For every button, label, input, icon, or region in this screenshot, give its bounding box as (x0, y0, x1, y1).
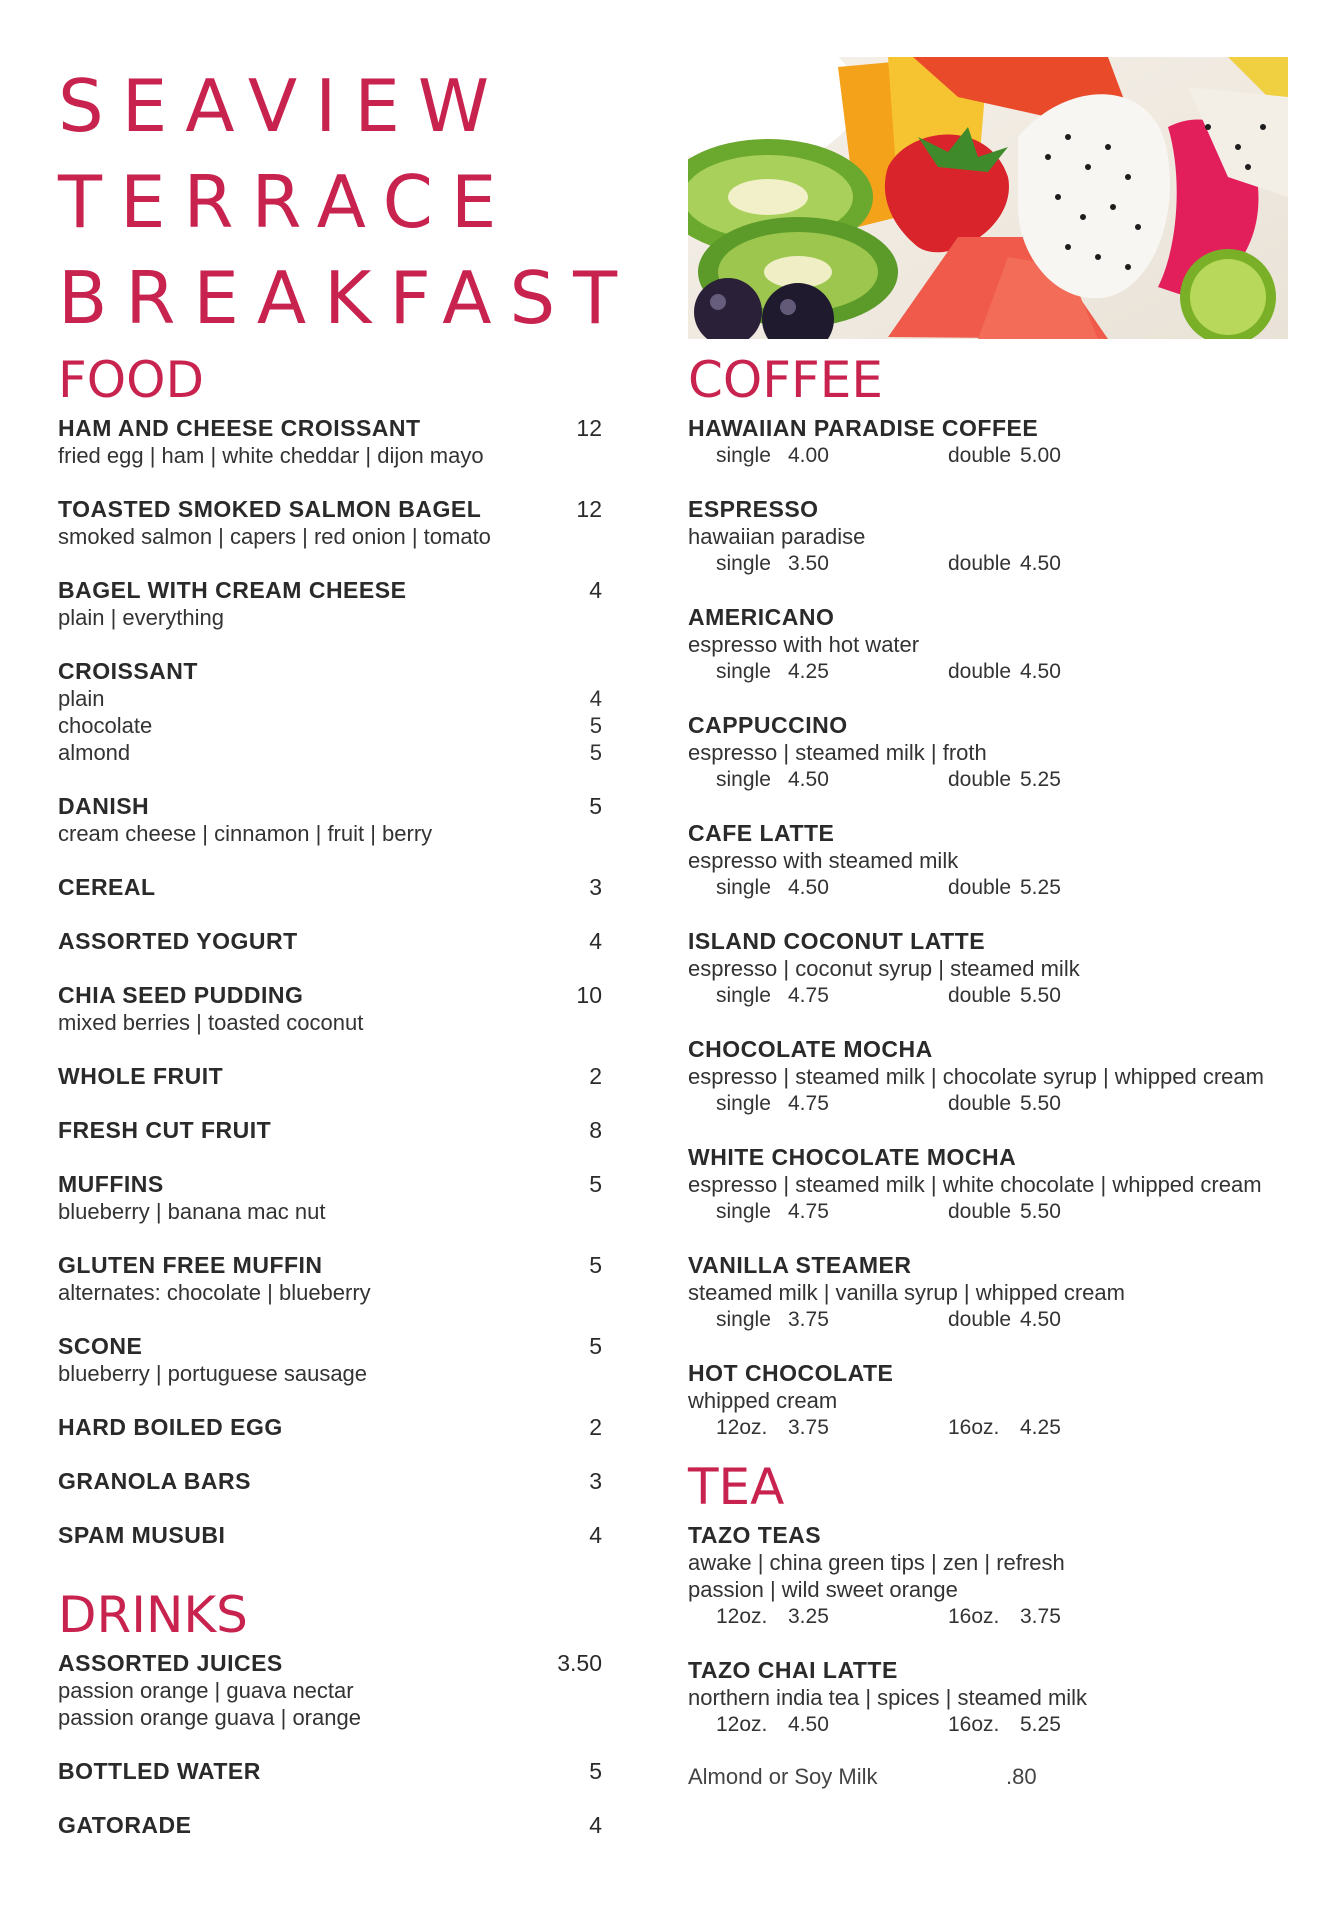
size-option (716, 442, 948, 469)
size-price: 4.75 (788, 1092, 829, 1115)
item-name: HAM AND CHEESE CROISSANT (58, 415, 421, 441)
milk-option-price: .80 (1006, 1764, 1037, 1789)
item-description: awake | china green tips | zen | refresh (688, 1550, 1065, 1575)
size-price: 3.75 (788, 1416, 829, 1439)
menu-item (688, 1143, 1308, 1225)
item-name: HAWAIIAN PARADISE COFFEE (688, 415, 1039, 441)
menu-item (58, 1413, 602, 1441)
item-description: fried egg | ham | white cheddar | dijon mayo (58, 443, 484, 468)
menu-item-row (58, 927, 602, 955)
size-prices (688, 1711, 1308, 1738)
menu-item (688, 711, 1308, 793)
item-description: smoked salmon | capers | red onion | tomato (58, 524, 491, 549)
menu-item (688, 495, 1308, 577)
size-label: double (948, 984, 1012, 1007)
size-prices (688, 874, 1308, 901)
size-price: 5.50 (1020, 1200, 1061, 1223)
item-description: espresso | steamed milk | chocolate syrup | whipped cream (688, 1064, 1264, 1089)
size-option (716, 766, 948, 793)
size-prices (688, 1414, 1308, 1441)
size-option (716, 1603, 948, 1630)
food-column (58, 350, 602, 1839)
size-label: double (948, 444, 1012, 467)
size-option (716, 1414, 948, 1441)
menu-item (58, 1757, 602, 1785)
size-price: 4.50 (788, 768, 829, 791)
size-label: 16oz. (948, 1713, 1000, 1736)
item-price: 8 (589, 1117, 602, 1143)
size-prices (688, 982, 1308, 1009)
item-description: plain | everything (58, 605, 224, 630)
item-name: TAZO CHAI LATTE (688, 1657, 898, 1683)
menu-item-row (58, 1170, 602, 1198)
size-price: 4.50 (1020, 552, 1061, 575)
item-name: SCONE (58, 1333, 143, 1359)
option-label: almond (58, 740, 131, 765)
section-heading: FOOD (58, 351, 204, 409)
size-option (948, 1603, 1180, 1630)
item-option (58, 739, 602, 766)
size-label: 16oz. (948, 1416, 1000, 1439)
menu-item-row (58, 1413, 602, 1441)
menu-item-row (58, 792, 602, 820)
size-price: 4.50 (1020, 660, 1061, 683)
size-prices (688, 658, 1308, 685)
item-name: ASSORTED YOGURT (58, 928, 298, 954)
menu-item (688, 414, 1308, 469)
size-label: double (948, 1092, 1012, 1115)
menu-item (688, 1656, 1308, 1738)
menu-title (58, 58, 635, 346)
size-price: 4.00 (788, 444, 829, 467)
menu-item (58, 576, 602, 631)
size-label: single (716, 768, 771, 791)
size-option (948, 550, 1180, 577)
size-option (948, 766, 1180, 793)
option-label: chocolate (58, 713, 153, 738)
size-prices (688, 1603, 1308, 1630)
item-name: MUFFINS (58, 1171, 164, 1197)
item-description: whipped cream (688, 1388, 838, 1413)
menu-item (688, 1035, 1308, 1117)
menu-item (58, 414, 602, 469)
menu-item-row (58, 1649, 602, 1677)
size-option (948, 1711, 1180, 1738)
item-name: HOT CHOCOLATE (688, 1360, 894, 1386)
size-option (948, 1090, 1180, 1117)
item-price: 5 (589, 1758, 602, 1784)
menu-item-row (58, 1757, 602, 1785)
menu-item (688, 603, 1308, 685)
item-description: alternates: chocolate | blueberry (58, 1280, 371, 1305)
menu-item (688, 927, 1308, 1009)
item-name: WHOLE FRUIT (58, 1063, 224, 1089)
title-line: SEAVIEW (58, 64, 508, 148)
menu-item (58, 1649, 602, 1731)
size-prices (688, 550, 1308, 577)
menu-item (58, 1811, 602, 1839)
size-label: double (948, 1308, 1012, 1331)
item-description: passion orange guava | orange (58, 1705, 361, 1730)
option-price: 5 (589, 713, 602, 738)
menu-item (688, 1359, 1308, 1441)
menu-item-row (58, 1521, 602, 1549)
menu-item (58, 657, 602, 766)
menu-item (58, 495, 602, 550)
item-price: 4 (589, 1522, 602, 1548)
item-description: passion orange | guava nectar (58, 1678, 354, 1703)
item-price: 10 (576, 982, 602, 1008)
size-option (948, 1306, 1180, 1333)
item-description: espresso with hot water (688, 632, 920, 657)
item-name: GRANOLA BARS (58, 1468, 251, 1494)
menu-item (688, 819, 1308, 901)
menu-item-row (58, 981, 602, 1009)
size-label: single (716, 444, 771, 467)
size-price: 5.25 (1020, 1713, 1061, 1736)
menu-item-row (58, 873, 602, 901)
size-price: 5.00 (1020, 444, 1061, 467)
size-option (948, 442, 1180, 469)
item-name: GATORADE (58, 1812, 192, 1838)
menu-item (688, 1251, 1308, 1333)
item-description: espresso with steamed milk (688, 848, 959, 873)
item-description: espresso | steamed milk | froth (688, 740, 987, 765)
menu-item-row (58, 1062, 602, 1090)
size-label: single (716, 984, 771, 1007)
size-price: 5.25 (1020, 876, 1061, 899)
size-option (716, 1198, 948, 1225)
size-option (716, 874, 948, 901)
item-name: CEREAL (58, 874, 156, 900)
item-name: WHITE CHOCOLATE MOCHA (688, 1144, 1017, 1170)
size-price: 4.75 (788, 1200, 829, 1223)
size-label: single (716, 552, 771, 575)
item-name: CROISSANT (58, 658, 198, 684)
size-price: 5.25 (1020, 768, 1061, 791)
item-price: 4 (589, 1812, 602, 1838)
item-price: 5 (589, 1252, 602, 1278)
item-price: 2 (589, 1063, 602, 1089)
milk-option (688, 1764, 1308, 1790)
size-option (948, 1414, 1180, 1441)
size-prices (688, 1306, 1308, 1333)
size-option (716, 1306, 948, 1333)
item-name: DANISH (58, 793, 150, 819)
item-description: espresso | steamed milk | white chocolate | whipped cream (688, 1172, 1262, 1197)
size-prices (688, 1090, 1308, 1117)
size-price: 4.25 (1020, 1416, 1061, 1439)
size-label: single (716, 876, 771, 899)
menu-item (58, 1467, 602, 1495)
menu-item (58, 1116, 602, 1144)
option-price: 4 (589, 686, 602, 711)
item-description: passion | wild sweet orange (688, 1577, 958, 1602)
size-label: single (716, 1092, 771, 1115)
size-label: double (948, 768, 1012, 791)
item-price: 3 (589, 1468, 602, 1494)
item-name: ASSORTED JUICES (58, 1650, 283, 1676)
item-description: cream cheese | cinnamon | fruit | berry (58, 821, 433, 846)
size-option (948, 658, 1180, 685)
size-label: single (716, 660, 771, 683)
menu-item (58, 927, 602, 955)
menu-item-row (58, 495, 602, 523)
title-line: BREAKFAST (58, 256, 636, 340)
item-name: CHOCOLATE MOCHA (688, 1036, 933, 1062)
size-prices (688, 442, 1308, 469)
item-description: mixed berries | toasted coconut (58, 1010, 364, 1035)
menu-item (58, 1251, 602, 1306)
item-name: BAGEL WITH CREAM CHEESE (58, 577, 407, 603)
item-name: VANILLA STEAMER (688, 1252, 912, 1278)
item-price: 5 (589, 1171, 602, 1197)
option-price: 5 (589, 740, 602, 765)
milk-option-label: Almond or Soy Milk (688, 1764, 878, 1789)
item-name: TAZO TEAS (688, 1522, 822, 1548)
size-option (948, 982, 1180, 1009)
item-option (58, 712, 602, 739)
item-description: blueberry | banana mac nut (58, 1199, 326, 1224)
item-name: SPAM MUSUBI (58, 1522, 226, 1548)
item-name: TOASTED SMOKED SALMON BAGEL (58, 496, 482, 522)
item-description: hawaiian paradise (688, 524, 866, 549)
size-label: 12oz. (716, 1416, 768, 1439)
size-price: 5.50 (1020, 984, 1061, 1007)
item-price: 3.50 (557, 1650, 602, 1676)
size-option (716, 982, 948, 1009)
size-option (948, 874, 1180, 901)
coffee-column (688, 350, 1308, 1790)
menu-item (58, 981, 602, 1036)
size-option (716, 1711, 948, 1738)
item-price: 5 (589, 1333, 602, 1359)
menu-item (58, 1521, 602, 1549)
size-label: double (948, 552, 1012, 575)
menu-item-row (58, 576, 602, 604)
option-label: plain (58, 686, 105, 711)
item-name: BOTTLED WATER (58, 1758, 261, 1784)
item-name: CAPPUCCINO (688, 712, 848, 738)
item-price: 3 (589, 874, 602, 900)
item-name: CAFE LATTE (688, 820, 835, 846)
item-name: AMERICANO (688, 604, 835, 630)
size-label: double (948, 660, 1012, 683)
size-option (716, 658, 948, 685)
item-description: northern india tea | spices | steamed milk (688, 1685, 1088, 1710)
menu-item-row (58, 1332, 602, 1360)
menu-item (58, 873, 602, 901)
item-price: 4 (589, 577, 602, 603)
size-label: single (716, 1308, 771, 1331)
size-price: 3.25 (788, 1605, 829, 1628)
item-name: ESPRESSO (688, 496, 819, 522)
size-price: 4.50 (788, 1713, 829, 1736)
size-label: double (948, 1200, 1012, 1223)
menu-item (58, 1062, 602, 1090)
item-description: espresso | coconut syrup | steamed milk (688, 956, 1080, 981)
size-option (716, 550, 948, 577)
size-price: 4.75 (788, 984, 829, 1007)
menu-item-row (58, 414, 602, 442)
section-heading: COFFEE (688, 351, 883, 409)
item-name: GLUTEN FREE MUFFIN (58, 1252, 323, 1278)
menu-item (58, 1170, 602, 1225)
size-label: 12oz. (716, 1605, 768, 1628)
item-description: blueberry | portuguese sausage (58, 1361, 368, 1386)
size-label: single (716, 1200, 771, 1223)
size-label: 12oz. (716, 1713, 768, 1736)
menu-item (688, 1521, 1308, 1630)
size-label: 16oz. (948, 1605, 1000, 1628)
size-price: 4.50 (1020, 1308, 1061, 1331)
item-name: CHIA SEED PUDDING (58, 982, 304, 1008)
size-price: 5.50 (1020, 1092, 1061, 1115)
menu-item (58, 792, 602, 847)
item-option (58, 685, 602, 712)
item-price: 12 (576, 496, 602, 522)
menu-item-row (58, 1467, 602, 1495)
size-price: 4.50 (788, 876, 829, 899)
menu-item-row (58, 657, 602, 685)
item-name: HARD BOILED EGG (58, 1414, 283, 1440)
size-price: 4.25 (788, 660, 829, 683)
item-price: 4 (589, 928, 602, 954)
item-price: 12 (576, 415, 602, 441)
menu-item-row (58, 1116, 602, 1144)
item-price: 2 (589, 1414, 602, 1440)
item-price: 5 (589, 793, 602, 819)
size-option (716, 1090, 948, 1117)
item-name: FRESH CUT FRUIT (58, 1117, 272, 1143)
title-line: TERRACE (58, 160, 515, 244)
size-prices (688, 1198, 1308, 1225)
menu-item-row (58, 1811, 602, 1839)
fresh-fruit-photo (688, 57, 1288, 339)
menu-item-row (58, 1251, 602, 1279)
size-label: double (948, 876, 1012, 899)
item-description: steamed milk | vanilla syrup | whipped cream (688, 1280, 1125, 1305)
size-price: 3.50 (788, 552, 829, 575)
size-prices (688, 766, 1308, 793)
size-price: 3.75 (1020, 1605, 1061, 1628)
size-price: 3.75 (788, 1308, 829, 1331)
section-heading: DRINKS (58, 1586, 248, 1644)
section-heading: TEA (688, 1458, 785, 1516)
menu-item (58, 1332, 602, 1387)
item-name: ISLAND COCONUT LATTE (688, 928, 986, 954)
size-option (948, 1198, 1180, 1225)
